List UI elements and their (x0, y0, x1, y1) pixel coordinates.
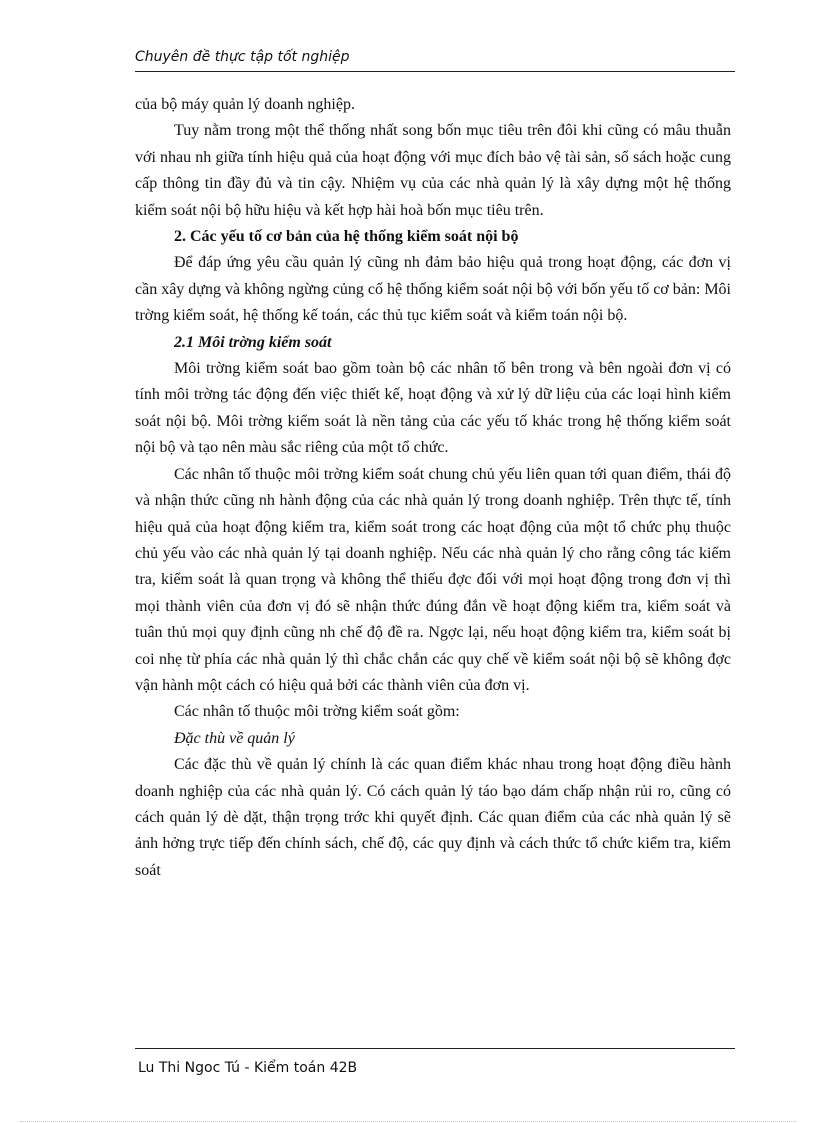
paragraph-4: Môi trờng kiểm soát bao gồm toàn bộ các nhân tố bên trong và bên ngoài đơn vị có tính môi trờng tác động đến việc thiết kế, hoạt động và xử lý dữ liệu của các loại hình kiểm soát nội bộ. Môi trờng kiểm soát là nền tảng của các yếu tố khác trong hệ thống kiểm soát nội bộ và tạo nên màu sắc riêng của một tổ chức. (135, 360, 731, 457)
paragraph-7: Các đặc thù về quản lý chính là các quan điểm khác nhau trong hoạt động điều hành doanh nghiệp của các nhà quản lý. Có cách quản lý táo bạo dám chấp nhận rủi ro, cũng có cách quản lý dè dặt, thận trọng trớc khi quyết định. Các quan điểm của các nhà quản lý sẽ ảnh hởng trực tiếp đến chính sách, chế độ, các quy định và cách thức tổ chức kiểm tra, kiểm soát (135, 756, 731, 879)
paragraph-1: của bộ máy quản lý doanh nghiệp. (135, 96, 355, 113)
page-bottom-border (20, 1121, 796, 1122)
footer-rule (135, 1048, 735, 1049)
subheading-management-traits: Đặc thù về quản lý (174, 729, 295, 747)
section-heading-2: 2. Các yếu tố cơ bản của hệ thống kiểm soát nội bộ (174, 228, 519, 246)
paragraph-2: Tuy nằm trong một thể thống nhất song bốn mục tiêu trên đôi khi cũng có mâu thuẫn với nhau nh giữa tính hiệu quả của hoạt động với mục đích bảo vệ tài sản, sổ sách hoặc cung cấp thông tin đầy đủ và tin cậy. Nhiệm vụ của các nhà quản lý là xây dựng một hệ thống kiểm soát nội bộ hữu hiệu và kết hợp hài hoà bốn mục tiêu trên. (135, 122, 731, 219)
running-header: Chuyên đề thực tập tốt nghiệp (135, 49, 350, 65)
paragraph-6: Các nhân tố thuộc môi trờng kiểm soát gồm: (174, 703, 460, 721)
header-rule (135, 71, 735, 72)
paragraph-3: Để đáp ứng yêu cầu quản lý cũng nh đảm bảo hiệu quả trong hoạt động, các đơn vị cần xây dựng và không ngừng củng cố hệ thống kiểm soát nội bộ với bốn yếu tố cơ bản: Môi trờng kiểm soát, hệ thống kế toán, các thủ tục kiểm soát và kiểm toán nội bộ. (135, 254, 731, 325)
subsection-heading-2-1: 2.1 Môi trờng kiểm soát (174, 333, 332, 351)
paragraph-5: Các nhân tố thuộc môi trờng kiểm soát chung chủ yếu liên quan tới quan điểm, thái độ và nhận thức cũng nh hành động của các nhà quản lý trong doanh nghiệp. Trên thực tế, tính hiệu quả của hoạt động kiểm tra, kiểm soát trong các hoạt động của một tổ chức phụ thuộc chủ yếu vào các nhà quản lý tại doanh nghiệp. Nếu các nhà quản lý cho rằng công tác kiểm tra, kiểm soát là quan trọng và không thể thiếu đợc đối với mọi hoạt động trong đơn vị thì mọi thành viên của đơn vị đó sẽ nhận thức đúng đắn về hoạt động kiểm tra, kiểm soát và tuân thủ mọi quy định cũng nh chế độ đề ra. Ngợc lại, nếu hoạt động kiểm tra, kiểm soát bị coi nhẹ từ phía các nhà quản lý thì chắc chắn các quy chế về kiểm soát nội bộ sẽ không đợc vận hành một cách có hiệu quả bởi các thành viên của đơn vị. (135, 465, 731, 694)
running-footer: Lu Thi Ngoc Tú - Kiểm toán 42B (138, 1060, 358, 1076)
body-text (135, 92, 731, 884)
